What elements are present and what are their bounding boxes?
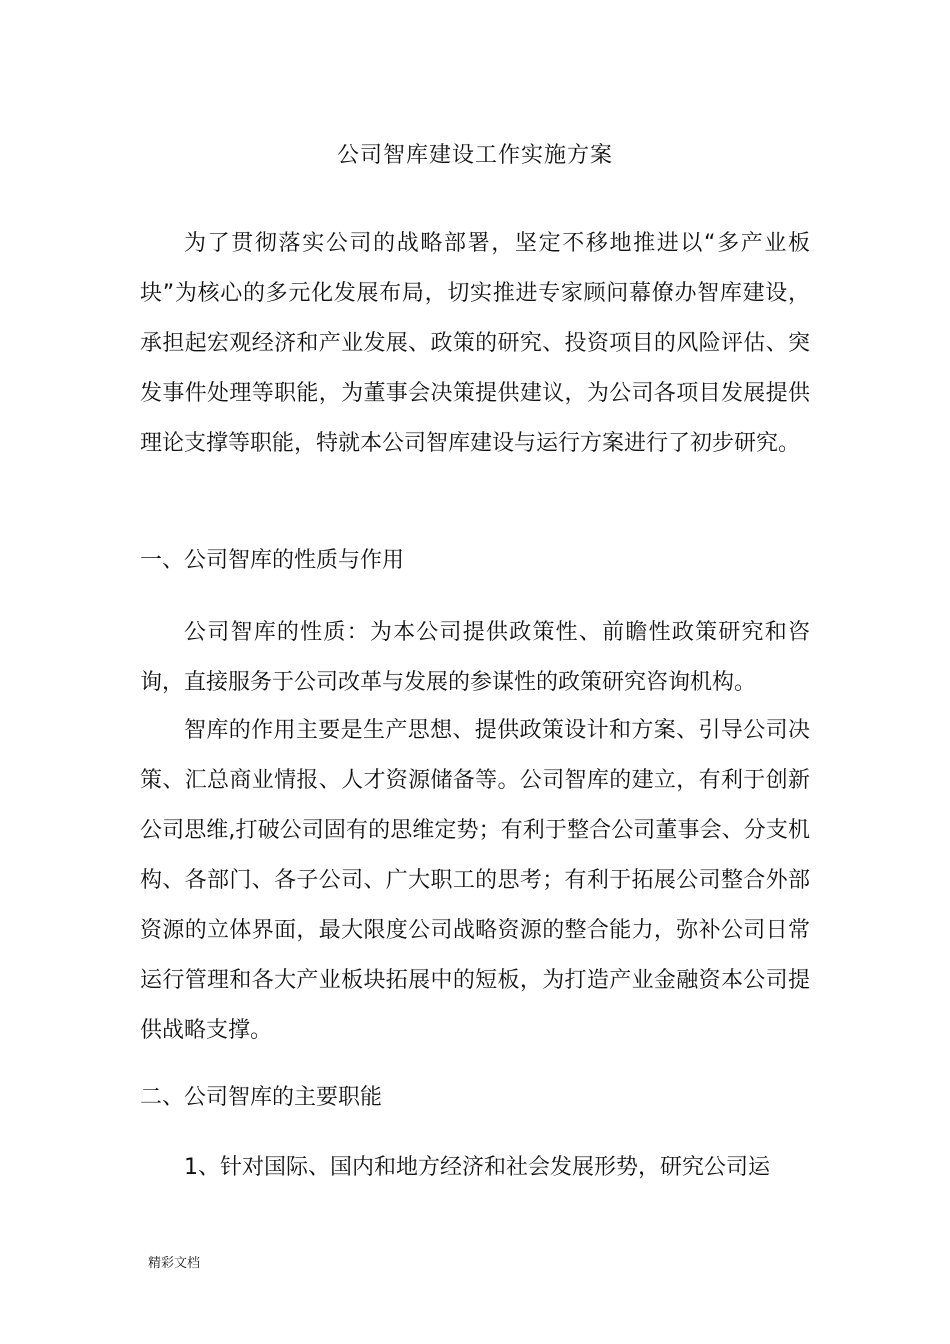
intro-paragraph: 为了贯彻落实公司的战略部署，坚定不移地推进以“多产业板块”为核心的多元化发展布局，切实推进专家顾问幕僚办智库建设，承担起宏观经济和产业发展、政策的研究、投资项目的风险评估、突发事件处理等职能，为董事会决策提供建议，为公司各项目发展提供理论支撑等职能，特就本公司智库建设与运行方案进行了初步研究。 xyxy=(140,231,810,456)
nature-paragraph: 公司智库的性质：为本公司提供政策性、前瞻性政策研究和咨询，直接服务于公司改革与发展的参谋性的政策研究咨询机构。 xyxy=(140,620,810,695)
role-paragraph: 智库的作用主要是生产思想、提供政策设计和方案、引导公司决策、汇总商业情报、人才资源储备等。公司智库的建立，有利于创新公司思维,打破公司固有的思维定势；有利于整合公司董事会、分支机构、各部门、各子公司、广大职工的思考；有利于拓展公司整合外部资源的立体界面，最大限度公司战略资源的整合能力，弥补公司日常运行管理和各大产业板块拓展中的短板，为打造产业金融资本公司提供战略支撑。 xyxy=(140,718,810,1043)
function-item-1: 1、针对国际、国内和地方经济和社会发展形势，研究公司运 xyxy=(184,1155,770,1180)
section-2-heading: 二、公司智库的主要职能 xyxy=(140,1085,383,1110)
document-title: 公司智库建设工作实施方案 xyxy=(336,143,613,168)
section-1-heading: 一、公司智库的性质与作用 xyxy=(140,548,405,573)
footer-watermark-text: 精彩文档 xyxy=(148,1256,201,1271)
